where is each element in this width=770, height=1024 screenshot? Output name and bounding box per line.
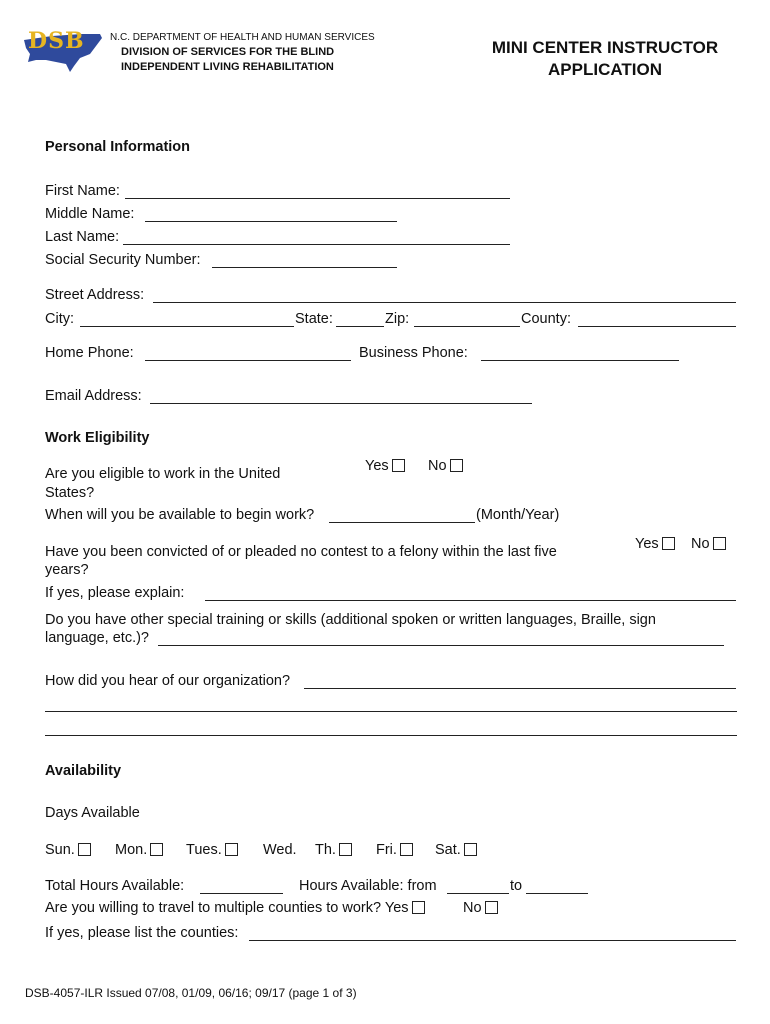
dsb-logo [22,26,104,74]
day-fri-label: Fri. [376,842,397,858]
day-sun-checkbox[interactable] [78,843,91,856]
felony-yes-label: Yes [635,536,659,552]
eligible-question-line-1: Are you eligible to work in the United [45,466,281,482]
email-label: Email Address: [45,388,142,404]
work-eligibility-heading: Work Eligibility [45,430,150,446]
eligible-question-line-2: States? [45,485,95,501]
felony-no-checkbox[interactable] [713,537,726,550]
travel-no-checkbox[interactable] [485,901,498,914]
street-address-field[interactable] [153,302,736,303]
eligible-yes-checkbox[interactable] [392,459,405,472]
travel-yes-checkbox[interactable] [412,901,425,914]
eligible-no-label: No [428,458,447,474]
last-name-label: Last Name: [45,229,120,245]
counties-field[interactable] [249,940,736,941]
day-mon-label: Mon. [115,842,148,858]
total-hours-label: Total Hours Available: [45,878,185,894]
city-field[interactable] [80,326,294,327]
day-sun [45,842,91,858]
last-name-field[interactable] [123,244,510,245]
explain-field[interactable] [205,600,736,601]
eligible-yes-option [365,458,405,474]
first-name-label: First Name: [45,183,120,199]
middle-name-field[interactable] [145,221,397,222]
zip-field[interactable] [414,326,520,327]
ssn-label: Social Security Number: [45,252,201,268]
eligible-yes-label: Yes [365,458,389,474]
state-label: State: [295,311,333,327]
hours-to-label: to [510,878,523,894]
day-sat-checkbox[interactable] [464,843,477,856]
day-thu [315,842,352,858]
travel-no-label: No [463,900,482,916]
days-available-label: Days Available [45,805,140,821]
hours-from-field[interactable] [447,893,509,894]
felony-question-line-1: Have you been convicted of or pleaded no contest to a felony within the last five [45,544,557,560]
home-phone-field[interactable] [145,360,351,361]
department-name: N.C. DEPARTMENT OF HEALTH AND HUMAN SERVICES [110,32,375,43]
hear-question: How did you hear of our organization? [45,673,291,689]
zip-label: Zip: [385,311,410,327]
business-phone-field[interactable] [481,360,679,361]
day-sat [435,842,477,858]
ssn-field[interactable] [212,267,397,268]
street-address-label: Street Address: [45,287,145,303]
hear-field-line-2[interactable] [45,711,737,712]
county-field[interactable] [578,326,736,327]
day-thu-label: Th. [315,842,336,858]
form-id-footer: DSB-4057-ILR Issued 07/08, 01/09, 06/16; 09/17 (page 1 of 3) [25,986,357,1000]
day-wed [263,842,297,858]
day-wed-label: Wed. [263,842,297,858]
travel-no-option [463,900,498,916]
explain-label: If yes, please explain: [45,585,185,601]
day-tue [186,842,238,858]
personal-info-heading: Personal Information [45,139,191,155]
email-field[interactable] [150,403,532,404]
felony-question-line-2: years? [45,562,89,578]
day-tue-label: Tues. [186,842,222,858]
availability-heading: Availability [45,763,122,779]
travel-yes-label: Yes [384,900,409,916]
eligible-no-option [428,458,463,474]
title-line-1: MINI CENTER INSTRUCTOR [491,38,719,57]
day-mon-checkbox[interactable] [150,843,163,856]
hear-field[interactable] [304,688,736,689]
day-thu-checkbox[interactable] [339,843,352,856]
business-phone-label: Business Phone: [359,345,468,361]
travel-question [45,900,425,916]
day-fri [376,842,413,858]
day-tue-checkbox[interactable] [225,843,238,856]
total-hours-field[interactable] [200,893,283,894]
day-mon [115,842,163,858]
hear-field-line-3[interactable] [45,735,737,736]
division-name: DIVISION OF SERVICES FOR THE BLIND [121,46,335,58]
counties-label: If yes, please list the counties: [45,925,239,941]
day-sat-label: Sat. [435,842,461,858]
county-label: County: [521,311,571,327]
training-field[interactable] [158,645,724,646]
hours-from-label: Hours Available: from [299,878,437,894]
program-name: INDEPENDENT LIVING REHABILITATION [121,61,334,73]
training-question-line-2: language, etc.)? [45,630,149,646]
day-sun-label: Sun. [45,842,75,858]
home-phone-label: Home Phone: [45,345,134,361]
travel-question-text: Are you willing to travel to multiple counties to work? [45,900,382,916]
logo-text: DSB [28,28,85,54]
felony-no-option [691,536,726,552]
felony-yes-checkbox[interactable] [662,537,675,550]
eligible-no-checkbox[interactable] [450,459,463,472]
training-question-line-1: Do you have other special training or skills (additional spoken or written languages, Braille, sign [45,612,656,628]
month-year-hint: (Month/Year) [476,507,560,523]
middle-name-label: Middle Name: [45,206,135,222]
availability-question: When will you be available to begin work? [45,507,315,523]
available-date-field[interactable] [329,522,475,523]
first-name-field[interactable] [125,198,510,199]
state-field[interactable] [336,326,384,327]
felony-yes-option [635,536,675,552]
hours-to-field[interactable] [526,893,588,894]
title-line-2: APPLICATION [548,60,662,79]
felony-no-label: No [691,536,710,552]
day-fri-checkbox[interactable] [400,843,413,856]
city-label: City: [45,311,74,327]
form-title [470,37,740,81]
